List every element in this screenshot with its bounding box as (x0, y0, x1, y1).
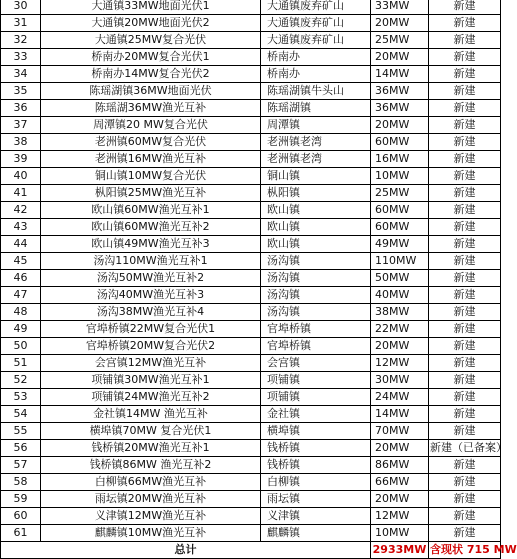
row-number: 47 (1, 287, 41, 304)
project-capacity: 33MW (371, 0, 429, 15)
project-capacity: 49MW (371, 236, 429, 253)
table-row (1, 219, 501, 236)
table-row (1, 457, 501, 474)
project-name: 钱桥镇86MW 渔光互补2 (41, 457, 261, 474)
table-row (1, 525, 501, 542)
project-capacity: 36MW (371, 83, 429, 100)
row-number: 53 (1, 389, 41, 406)
row-number: 56 (1, 440, 41, 457)
row-number: 51 (1, 355, 41, 372)
table-row (1, 491, 501, 508)
project-name: 汤沟40MW渔光互补3 (41, 287, 261, 304)
total-note: 含现状 715 MW (429, 542, 501, 559)
project-capacity: 12MW (371, 355, 429, 372)
project-name: 官埠桥镇20MW复合光伏2 (41, 338, 261, 355)
project-status: 新建 (429, 355, 501, 372)
project-capacity: 24MW (371, 389, 429, 406)
project-name: 汤沟50MW渔光互补2 (41, 270, 261, 287)
row-number: 33 (1, 49, 41, 66)
table-row (1, 372, 501, 389)
project-status: 新建 (429, 321, 501, 338)
row-number: 60 (1, 508, 41, 525)
row-number: 39 (1, 151, 41, 168)
project-location: 汤沟镇 (261, 304, 371, 321)
project-status: 新建 (429, 32, 501, 49)
project-name: 周潭镇20 MW复合光伏 (41, 117, 261, 134)
table-row (1, 508, 501, 525)
project-status: 新建 (429, 117, 501, 134)
project-status: 新建 (429, 49, 501, 66)
table-row (1, 32, 501, 49)
row-number: 58 (1, 474, 41, 491)
project-location: 横埠镇 (261, 423, 371, 440)
project-name: 项铺镇30MW渔光互补1 (41, 372, 261, 389)
row-number: 41 (1, 185, 41, 202)
row-number: 48 (1, 304, 41, 321)
project-name: 横埠镇70MW 复合光伏1 (41, 423, 261, 440)
project-capacity: 50MW (371, 270, 429, 287)
project-capacity: 30MW (371, 372, 429, 389)
table-row (1, 49, 501, 66)
project-location: 官埠桥镇 (261, 321, 371, 338)
table-row (1, 117, 501, 134)
project-capacity: 22MW (371, 321, 429, 338)
project-status: 新建 (429, 219, 501, 236)
project-name: 雨坛镇20MW渔光互补 (41, 491, 261, 508)
project-location: 项铺镇 (261, 389, 371, 406)
project-name: 欧山镇60MW渔光互补1 (41, 202, 261, 219)
row-number: 49 (1, 321, 41, 338)
project-name: 大通镇20MW地面光伏2 (41, 15, 261, 32)
project-status: 新建 (429, 406, 501, 423)
project-name: 汤沟38MW渔光互补4 (41, 304, 261, 321)
row-number: 52 (1, 372, 41, 389)
project-location: 官埠桥镇 (261, 338, 371, 355)
table-row (1, 355, 501, 372)
project-location: 陈瑶湖镇牛头山 (261, 83, 371, 100)
row-number: 45 (1, 253, 41, 270)
project-location: 义津镇 (261, 508, 371, 525)
project-capacity: 20MW (371, 49, 429, 66)
project-capacity: 70MW (371, 423, 429, 440)
table-row (1, 423, 501, 440)
project-name: 金社镇14MW 渔光互补 (41, 406, 261, 423)
project-capacity: 16MW (371, 151, 429, 168)
project-capacity: 12MW (371, 508, 429, 525)
project-capacity: 14MW (371, 66, 429, 83)
row-number: 40 (1, 168, 41, 185)
table-row (1, 83, 501, 100)
project-status: 新建 (429, 202, 501, 219)
project-name: 枞阳镇25MW渔光互补 (41, 185, 261, 202)
table-row (1, 440, 501, 457)
project-capacity: 20MW (371, 15, 429, 32)
project-capacity: 66MW (371, 474, 429, 491)
project-capacity: 20MW (371, 338, 429, 355)
project-status: 新建 (429, 389, 501, 406)
project-status: 新建 (429, 457, 501, 474)
project-location: 枞阳镇 (261, 185, 371, 202)
table-row (1, 253, 501, 270)
project-name: 官埠桥镇22MW复合光伏1 (41, 321, 261, 338)
project-location: 欧山镇 (261, 219, 371, 236)
row-number: 32 (1, 32, 41, 49)
project-status: 新建 (429, 304, 501, 321)
project-name: 会宫镇12MW渔光互补 (41, 355, 261, 372)
table-row (1, 185, 501, 202)
project-location: 欧山镇 (261, 236, 371, 253)
table-row (1, 338, 501, 355)
project-name: 老洲镇60MW复合光伏 (41, 134, 261, 151)
project-capacity: 60MW (371, 202, 429, 219)
table-row (1, 15, 501, 32)
table-row (1, 304, 501, 321)
project-location: 汤沟镇 (261, 253, 371, 270)
project-location: 汤沟镇 (261, 287, 371, 304)
row-number: 61 (1, 525, 41, 542)
table-row (1, 168, 501, 185)
project-capacity: 20MW (371, 491, 429, 508)
project-name: 桥南办14MW复合光伏2 (41, 66, 261, 83)
project-name: 项铺镇24MW渔光互补2 (41, 389, 261, 406)
project-location: 老洲镇老湾 (261, 134, 371, 151)
row-number: 43 (1, 219, 41, 236)
project-status: 新建 (429, 83, 501, 100)
row-number: 42 (1, 202, 41, 219)
project-name: 麒麟镇10MW渔光互补 (41, 525, 261, 542)
project-status: 新建 (429, 423, 501, 440)
project-location: 大通镇废弃矿山 (261, 0, 371, 15)
project-location: 大通镇废弃矿山 (261, 15, 371, 32)
project-capacity: 25MW (371, 185, 429, 202)
project-name: 欧山镇49MW渔光互补3 (41, 236, 261, 253)
project-location: 铜山镇 (261, 168, 371, 185)
row-number: 30 (1, 0, 41, 15)
project-name: 钱桥镇20MW渔光互补1 (41, 440, 261, 457)
row-number: 35 (1, 83, 41, 100)
project-status: 新建 (429, 151, 501, 168)
project-status: 新建 (429, 253, 501, 270)
project-capacity: 25MW (371, 32, 429, 49)
project-name: 欧山镇60MW渔光互补2 (41, 219, 261, 236)
project-status: 新建 (429, 338, 501, 355)
table-row (1, 134, 501, 151)
project-capacity: 86MW (371, 457, 429, 474)
table-row (1, 406, 501, 423)
row-number: 46 (1, 270, 41, 287)
table-row (1, 270, 501, 287)
project-table-body (1, 0, 507, 542)
project-status: 新建 (429, 287, 501, 304)
project-name: 白柳镇66MW渔光互补 (41, 474, 261, 491)
project-capacity: 20MW (371, 117, 429, 134)
project-location: 周潭镇 (261, 117, 371, 134)
row-number: 57 (1, 457, 41, 474)
project-capacity: 14MW (371, 406, 429, 423)
row-number: 59 (1, 491, 41, 508)
project-location: 大通镇废弃矿山 (261, 32, 371, 49)
project-name: 铜山镇10MW复合光伏 (41, 168, 261, 185)
project-status: 新建 (429, 372, 501, 389)
table-row (1, 202, 501, 219)
table-row (1, 66, 501, 83)
project-status: 新建 (429, 15, 501, 32)
project-status: 新建 (429, 100, 501, 117)
table-row (1, 0, 501, 15)
project-location: 钱桥镇 (261, 440, 371, 457)
table-row (1, 100, 501, 117)
project-status: 新建 (429, 508, 501, 525)
project-location: 雨坛镇 (261, 491, 371, 508)
total-capacity: 2933MW (371, 542, 429, 559)
project-location: 桥南办 (261, 49, 371, 66)
project-name: 桥南办20MW复合光伏1 (41, 49, 261, 66)
project-name: 大通镇25MW复合光伏 (41, 32, 261, 49)
project-location: 桥南办 (261, 66, 371, 83)
project-capacity: 60MW (371, 134, 429, 151)
project-name: 陈瑶湖镇36MW地面光伏 (41, 83, 261, 100)
project-capacity: 10MW (371, 525, 429, 542)
table-row (1, 287, 501, 304)
table-row (1, 151, 501, 168)
total-row (1, 542, 501, 559)
project-status: 新建 (429, 525, 501, 542)
project-status: 新建 (429, 134, 501, 151)
project-status: 新建 (429, 168, 501, 185)
project-status: 新建 (429, 236, 501, 253)
project-location: 陈瑶湖镇 (261, 100, 371, 117)
table-row (1, 389, 501, 406)
project-location: 欧山镇 (261, 202, 371, 219)
table-row (1, 321, 501, 338)
project-capacity: 10MW (371, 168, 429, 185)
project-status: 新建（已备案） (429, 440, 501, 457)
project-capacity: 60MW (371, 219, 429, 236)
project-status: 新建 (429, 185, 501, 202)
project-name: 老洲镇16MW渔光互补 (41, 151, 261, 168)
row-number: 34 (1, 66, 41, 83)
project-capacity: 36MW (371, 100, 429, 117)
row-number: 37 (1, 117, 41, 134)
row-number: 31 (1, 15, 41, 32)
project-capacity: 40MW (371, 287, 429, 304)
row-number: 54 (1, 406, 41, 423)
project-capacity: 38MW (371, 304, 429, 321)
project-location: 钱桥镇 (261, 457, 371, 474)
table-row (1, 236, 501, 253)
row-number: 55 (1, 423, 41, 440)
project-name: 大通镇33MW地面光伏1 (41, 0, 261, 15)
project-location: 老洲镇老湾 (261, 151, 371, 168)
project-capacity: 20MW (371, 440, 429, 457)
row-number: 38 (1, 134, 41, 151)
table-row (1, 474, 501, 491)
project-status: 新建 (429, 66, 501, 83)
row-number: 44 (1, 236, 41, 253)
project-location: 金社镇 (261, 406, 371, 423)
project-status: 新建 (429, 270, 501, 287)
total-label: 总计 (1, 542, 371, 559)
project-status: 新建 (429, 474, 501, 491)
project-status: 新建 (429, 0, 501, 15)
project-location: 会宫镇 (261, 355, 371, 372)
project-location: 汤沟镇 (261, 270, 371, 287)
row-number: 50 (1, 338, 41, 355)
project-location: 白柳镇 (261, 474, 371, 491)
project-name: 陈瑶湖36MW渔光互补 (41, 100, 261, 117)
row-number: 36 (1, 100, 41, 117)
project-status: 新建 (429, 491, 501, 508)
project-capacity: 110MW (371, 253, 429, 270)
project-name: 汤沟110MW渔光互补1 (41, 253, 261, 270)
project-location: 麒麟镇 (261, 525, 371, 542)
project-name: 义津镇12MW渔光互补 (41, 508, 261, 525)
project-location: 项铺镇 (261, 372, 371, 389)
